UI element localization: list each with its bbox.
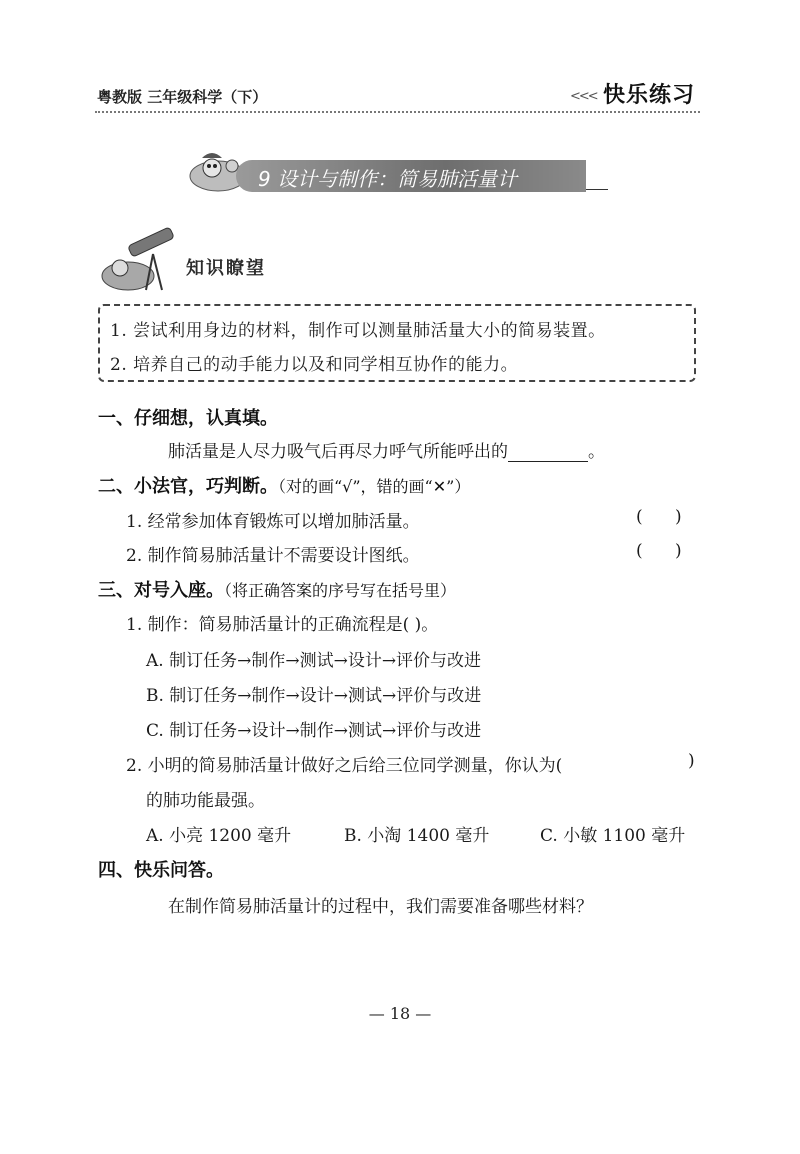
section3-note: （将正确答案的序号写在括号里） bbox=[224, 581, 457, 600]
answer-paren-end: ) bbox=[688, 751, 695, 771]
section2-note: （对的画“√”，错的画“✕”） bbox=[278, 477, 471, 496]
knowledge-item: 1. 尝试利用身边的材料，制作可以测量肺活量大小的简易装置。 bbox=[110, 321, 606, 341]
chevron-left-icon: <<< bbox=[570, 89, 597, 104]
answer-blank[interactable] bbox=[508, 443, 588, 462]
book-title: 粤教版 三年级科学（下） bbox=[97, 88, 268, 106]
choice-option: A. 小亮 1200 毫升 bbox=[146, 826, 292, 846]
answer-paren[interactable]: ( ) bbox=[636, 507, 682, 527]
knowledge-item: 2. 培养自己的动手能力以及和同学相互协作的能力。 bbox=[110, 355, 519, 375]
knowledge-title: 知识瞭望 bbox=[186, 258, 266, 279]
section1-heading: 一、仔细想，认真填。 bbox=[98, 408, 278, 429]
choice-question: 2. 小明的简易肺活量计做好之后给三位同学测量，你认为( bbox=[126, 756, 563, 776]
section3-title: 三、对号入座。 bbox=[98, 580, 224, 601]
choice-question: 1. 制作：简易肺活量计的正确流程是( )。 bbox=[126, 615, 439, 635]
section2-title: 二、小法官，巧判断。 bbox=[98, 476, 278, 497]
choice-option: B. 小淘 1400 毫升 bbox=[344, 826, 490, 846]
banner-underline bbox=[586, 189, 608, 190]
telescope-icon bbox=[98, 226, 188, 294]
page-number: — 18 — bbox=[368, 1004, 432, 1023]
section4-heading: 四、快乐问答。 bbox=[98, 860, 224, 881]
judge-question: 1. 经常参加体育锻炼可以增加肺活量。 bbox=[126, 512, 420, 532]
chapter-title: 9 设计与制作：简易肺活量计 bbox=[258, 167, 518, 191]
series-title: 快乐练习 bbox=[603, 83, 696, 108]
choice-option: B. 制订任务→制作→设计→测试→评价与改进 bbox=[146, 686, 482, 706]
open-question: 在制作简易肺活量计的过程中，我们需要准备哪些材料？ bbox=[168, 897, 593, 917]
choice-question-continued: 的肺功能最强。 bbox=[146, 791, 265, 811]
choice-option: C. 制订任务→设计→制作→测试→评价与改进 bbox=[146, 721, 482, 741]
header-divider bbox=[95, 111, 700, 113]
section3-heading bbox=[98, 576, 456, 602]
question-end: 。 bbox=[588, 442, 605, 462]
choice-option: C. 小敏 1100 毫升 bbox=[540, 826, 686, 846]
answer-paren[interactable]: ( ) bbox=[636, 541, 682, 561]
section2-heading bbox=[98, 472, 470, 498]
question-text: 肺活量是人尽力吸气后再尽力呼气所能呼出的 bbox=[168, 442, 508, 462]
choice-option: A. 制订任务→制作→测试→设计→评价与改进 bbox=[146, 651, 482, 671]
fill-blank-question bbox=[168, 437, 605, 462]
judge-question: 2. 制作简易肺活量计不需要设计图纸。 bbox=[126, 546, 420, 566]
